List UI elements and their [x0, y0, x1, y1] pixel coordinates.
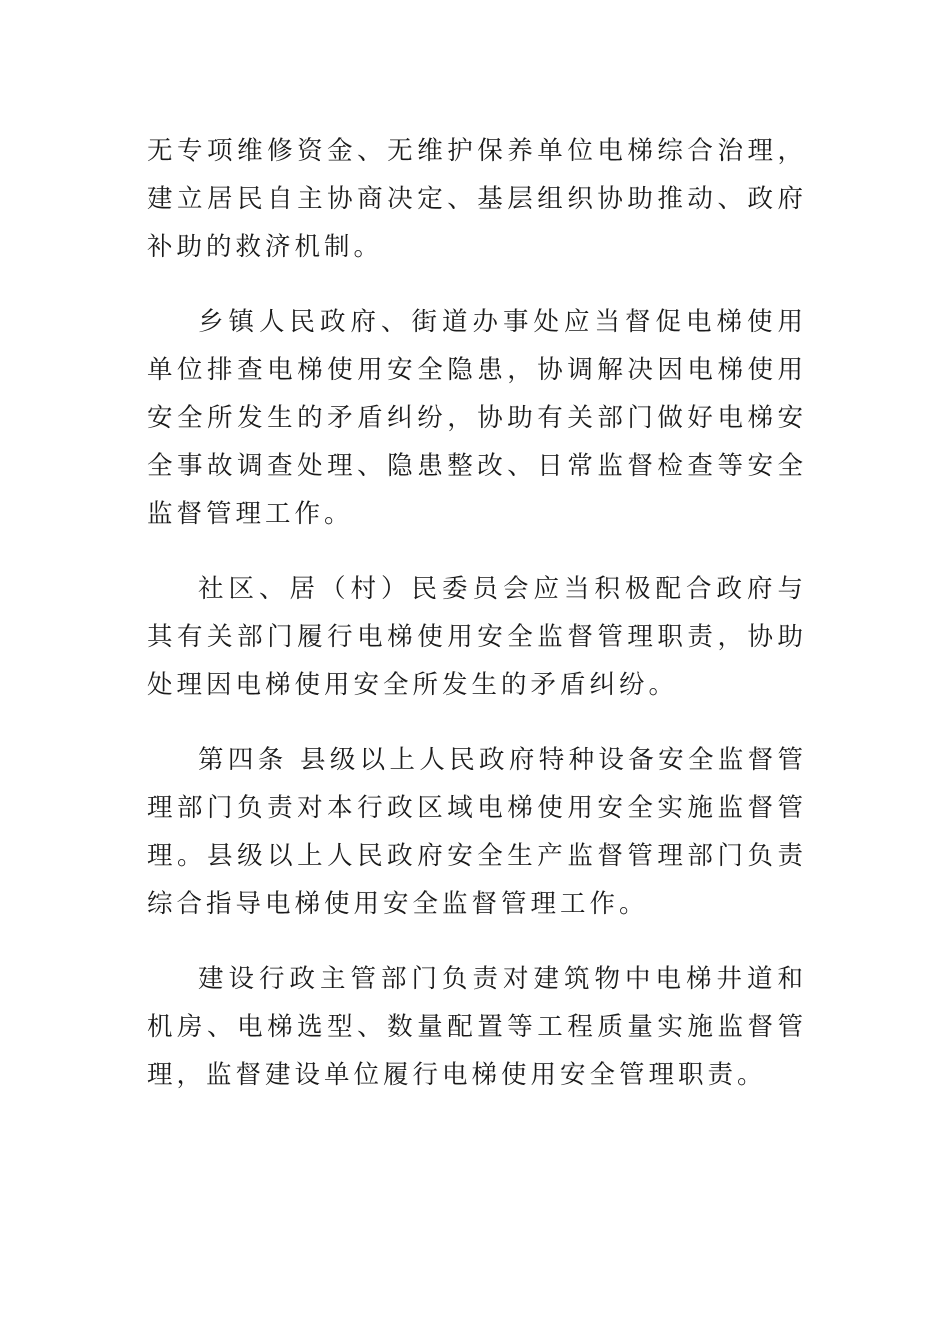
paragraph-1: 无专项维修资金、无维护保养单位电梯综合治理，建立居民自主协商决定、基层组织协助推动、政府补助的救济机制。: [147, 136, 807, 262]
document-body: [147, 127, 807, 1099]
paragraph-3: 社区、居（村）民委员会应当积极配合政府与其有关部门履行电梯使用安全监督管理职责，协助处理因电梯使用安全所发生的矛盾纠纷。: [147, 574, 807, 700]
paragraph-2: 乡镇人民政府、街道办事处应当督促电梯使用单位排查电梯使用安全隐患，协调解决因电梯使用安全所发生的矛盾纠纷，协助有关部门做好电梯安全事故调查处理、隐患整改、日常监督检查等安全监督管理工作。: [147, 307, 807, 529]
paragraph-4-article-four: 第四条 县级以上人民政府特种设备安全监督管理部门负责对本行政区域电梯使用安全实施监督管理。县级以上人民政府安全生产监督管理部门负责综合指导电梯使用安全监督管理工作。: [147, 745, 807, 919]
paragraph-5: 建设行政主管部门负责对建筑物中电梯井道和机房、电梯选型、数量配置等工程质量实施监督管理，监督建设单位履行电梯使用安全管理职责。: [147, 964, 807, 1090]
